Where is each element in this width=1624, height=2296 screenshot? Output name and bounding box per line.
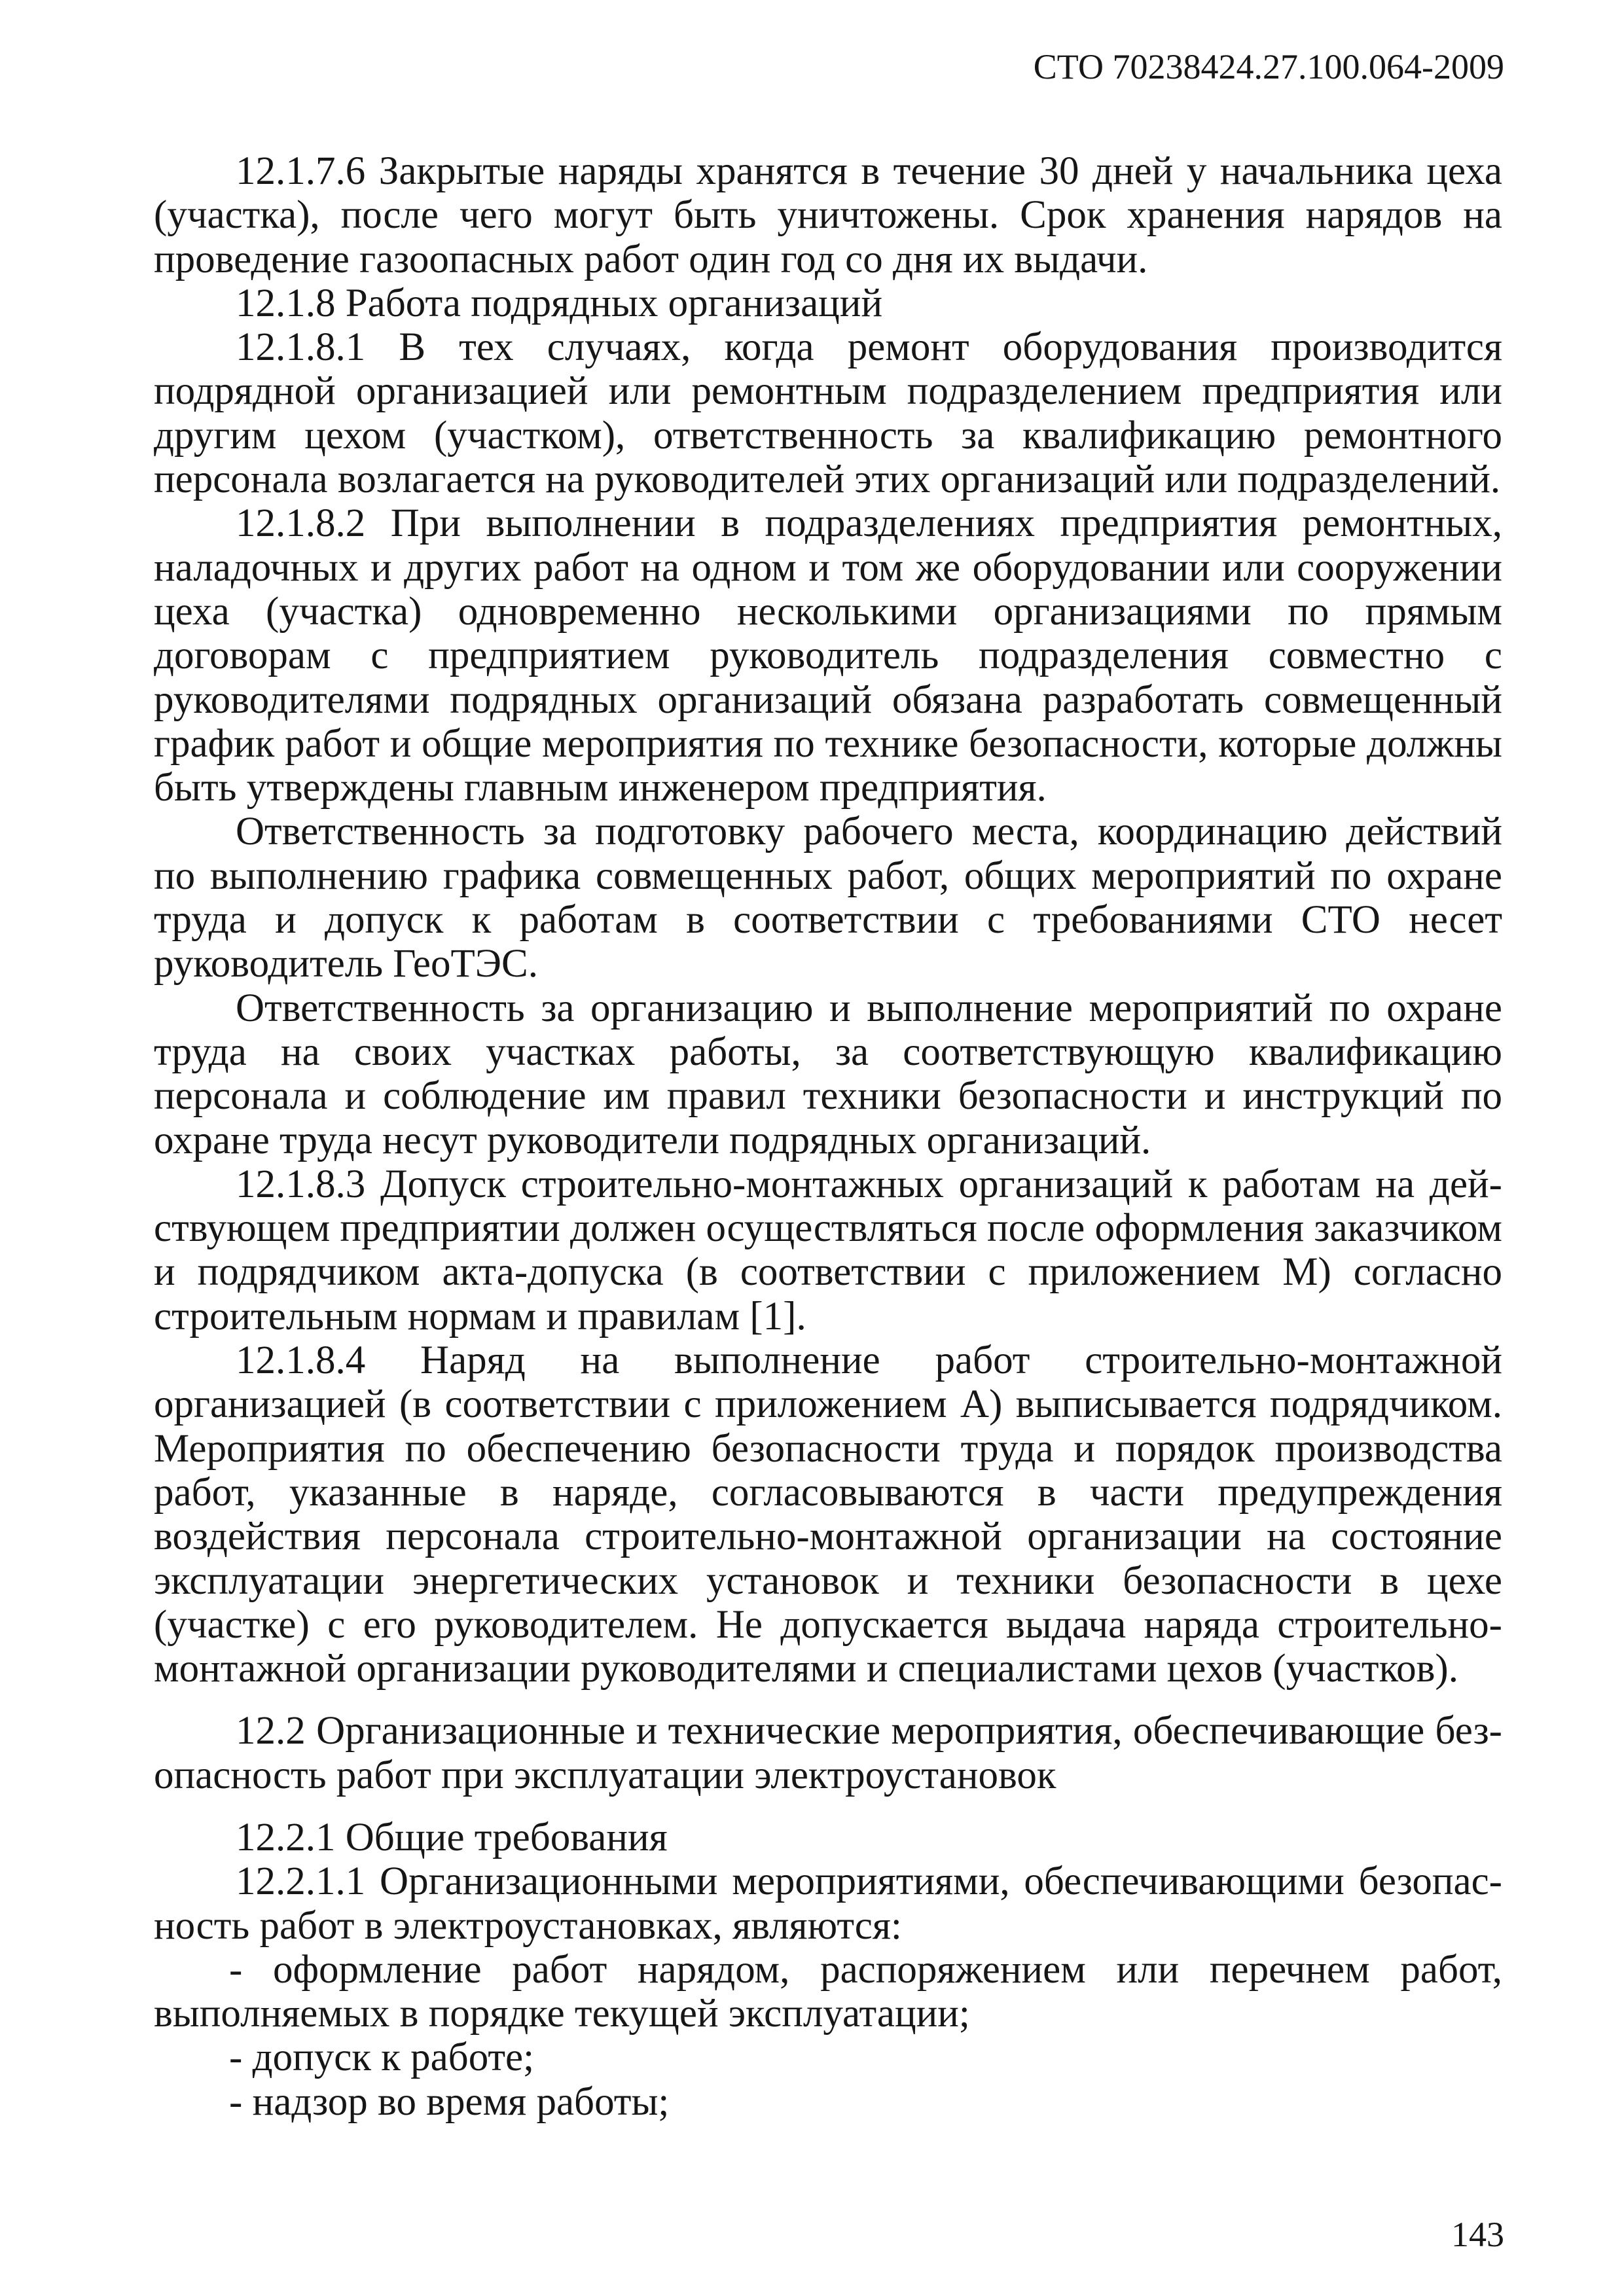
list-item: - допуск к работе;	[229, 2036, 535, 2080]
page-number: 143	[1451, 2215, 1504, 2254]
paragraph-responsibility-contractors: Ответственность за организацию и выполнение мероприятий по охране труда на своих участках работы, за соответствующую квалификацию персонала и соблюдение им правил техники безопасности и инструкций по охране труда несут руководители подрядных организаций.	[154, 986, 1502, 1162]
paragraph-12-1-8-2: 12.1.8.2 При выполнении в подразделениях предприятия ремонтных, наладочных и других работ на одном и том же оборудовании или сооружении цеха (участка) одновременно несколькими организациями по прямым договорам с предприятием руководитель подразделения совместно с руководителями подрядных организаций обязана разработать совмещенный график работ и общие мероприятия по технике безопасности, которые должны быть утверждены главным инженером предприятия.	[154, 501, 1502, 810]
paragraph-12-1-8-3: 12.1.8.3 Допуск строительно-монтажных организаций к работам на действующем предприятии должен осуществляться после оформления заказчиком и подрядчиком акта-допуска (в соответствии с приложением М) согласно строительным нормам и правилам [1].	[154, 1162, 1502, 1338]
list-item: - надзор во время работы;	[229, 2079, 670, 2124]
document-body	[154, 149, 1502, 2124]
paragraph-responsibility-workplace: Ответственность за подготовку рабочего места, координацию действий по выполнению графика совмещенных работ, общих мероприятий по охране труда и допуск к работам в соответствии с требованиями СТО несет руководитель ГеоТЭС.	[154, 810, 1502, 986]
heading-12-2-1: 12.2.1 Общие требования	[236, 1815, 668, 1859]
document-code: СТО 70238424.27.100.064-2009	[1033, 47, 1504, 86]
paragraph-12-1-7-6: 12.1.7.6 Закрытые наряды хранятся в течение 30 дней у начальника цеха (участка), после чего могут быть уничтожены. Срок хранения нарядов на проведение газоопасных работ один год со дня их выдачи.	[154, 149, 1502, 281]
heading-12-2: 12.2 Организационные и технические мероприятия, обеспечивающие безопасность работ при эксплуатации электроустановок	[154, 1709, 1502, 1797]
paragraph-12-1-8-1: 12.1.8.1 В тех случаях, когда ремонт оборудования производится подрядной организацией или ремонтным подразделением предприятия или другим цехом (участком), ответственность за квалификацию ремонтного персонала возлагается на руководителей этих организаций или подразделений.	[154, 325, 1502, 502]
paragraph-12-2-1-1: 12.2.1.1 Организационными мероприятиями, обеспечивающими безопасность работ в электроустановках, являются:	[154, 1859, 1502, 1948]
paragraph-12-1-8-4: 12.1.8.4 Наряд на выполнение работ строительно-монтажной организацией (в соответствии с приложением А) выписывается подрядчиком. Мероприятия по обеспечению безопасности труда и порядок производства работ, указанные в наряде, согласовываются в части предупреждения воздействия персонала строительно-монтажной организации на состояние эксплуатации энергетических установок и техники безопасности в цехе (участке) с его руководителем. Не допускается выдача наряда строительно-монтажной организации руководителями и специалистами цехов (участков).	[154, 1338, 1502, 1691]
heading-12-1-8: 12.1.8 Работа подрядных организаций	[236, 281, 883, 325]
list-item: - оформление работ нарядом, распоряжением или перечнем работ, выполняемых в порядке текущей эксплуатации;	[154, 1947, 1502, 2036]
